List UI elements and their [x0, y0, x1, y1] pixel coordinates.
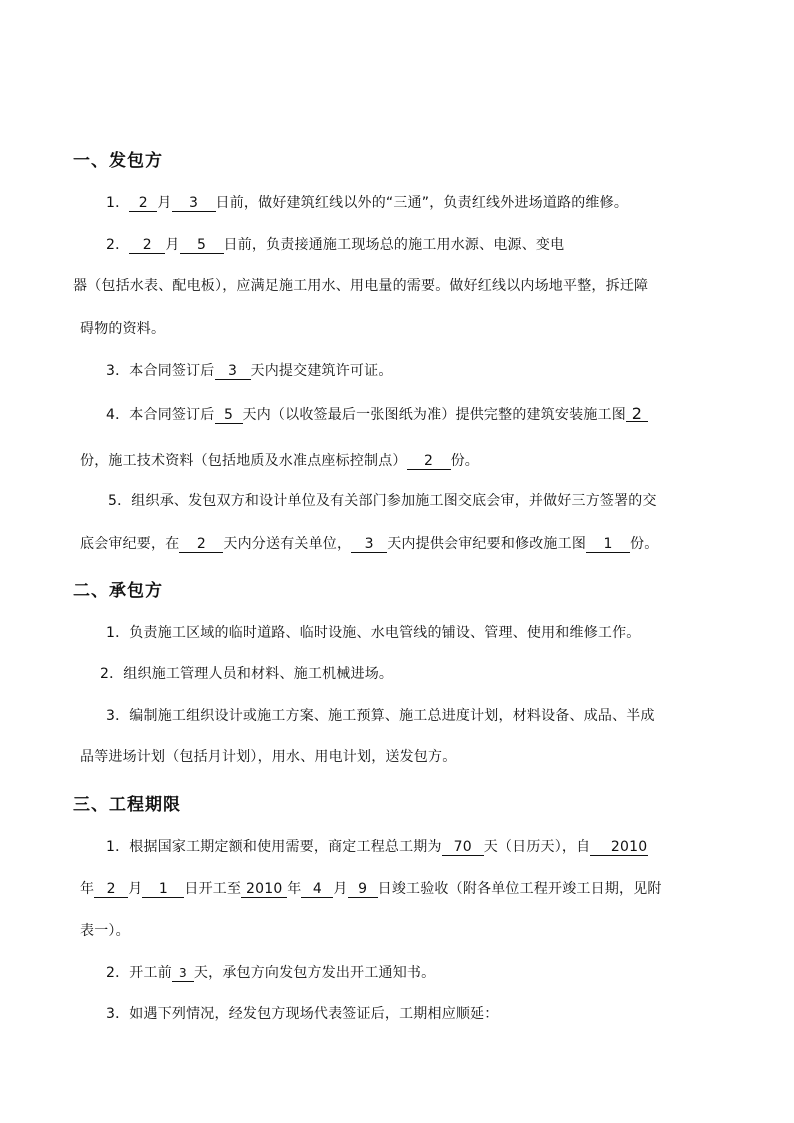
- clause-2-3: 3．编制施工组织设计或施工方案、施工预算、施工总进度计划，材料设备、成品、半成: [106, 708, 655, 724]
- blank-month: 4: [301, 882, 333, 898]
- clause-3-1-line2: 年 2 月 1 日开工至 2010 年 4 月 9 日竣工验收（附各单位工程开竣工日期，见附: [80, 881, 662, 897]
- clause-3-1-line3: 表一）。: [80, 923, 130, 939]
- clause-3-2: 2．开工前 3 天，承包方向发包方发出开工通知书。: [106, 965, 436, 981]
- section-heading-duration: 三、工程期限: [73, 795, 181, 815]
- clause-1-4-line2: 份，施工技术资料（包括地质及水准点座标控制点） 2 份。: [80, 453, 480, 469]
- blank-total-days: 70: [442, 840, 484, 856]
- clause-1-2: 2． 2 月 5 日前，负责接通施工现场总的施工用水源、电源、变电: [106, 237, 565, 253]
- blank-days: 5: [215, 408, 243, 424]
- blank-month: 2: [129, 196, 157, 212]
- blank-copies: 2: [407, 454, 451, 470]
- blank-month: 2: [94, 882, 128, 898]
- blank-day: 9: [348, 882, 378, 898]
- clause-2-3-line2: 品等进场计划（包括月计划），用水、用电计划，送发包方。: [80, 749, 457, 765]
- clause-1-2-line2: 器（包括水表、配电板），应满足施工用水、用电量的需要。做好红线以内场地平整，拆迁障: [73, 278, 649, 294]
- blank-days: 3: [351, 537, 387, 553]
- clause-3-3: 3．如遇下列情况，经发包方现场代表签证后，工期相应顺延：: [106, 1006, 499, 1022]
- section-heading-contractor: 二、承包方: [73, 581, 163, 601]
- clause-2-2: 2．组织施工管理人员和材料、施工机械进场。: [100, 666, 394, 682]
- blank-days: 3: [215, 364, 251, 380]
- blank-year: 2010: [241, 882, 287, 898]
- blank-days: 2: [179, 537, 223, 553]
- clause-1-5: 5．组织承、发包双方和设计单位及有关部门参加施工图交底会审，并做好三方签署的交: [108, 493, 657, 509]
- blank-copies: 2: [626, 406, 648, 422]
- clause-3-1: 1．根据国家工期定额和使用需要，商定工程总工期为 70 天（日历天），自 2010: [106, 839, 648, 855]
- blank-day: 5: [180, 238, 224, 254]
- clause-2-1: 1．负责施工区域的临时道路、临时设施、水电管线的铺设、管理、使用和维修工作。: [106, 625, 641, 641]
- clause-1-1: 1． 2 月 3 日前，做好建筑红线以外的“三通”，负责红线外进场道路的维修。: [106, 195, 629, 211]
- clause-1-3: 3．本合同签订后 3 天内提交建筑许可证。: [106, 363, 393, 379]
- blank-day: 3: [172, 196, 216, 212]
- blank-year: 2010: [590, 840, 648, 856]
- blank-copies: 1: [586, 537, 630, 553]
- clause-1-4: 4．本合同签订后 5 天内（以收签最后一张图纸为准）提供完整的建筑安装施工图 2: [106, 404, 648, 424]
- clause-1-2-line3: 碍物的资料。: [80, 321, 166, 337]
- clause-1-5-line2: 底会审纪要，在 2 天内分送有关单位， 3 天内提供会审纪要和修改施工图 1 份。: [80, 536, 659, 552]
- section-heading-employer: 一、发包方: [73, 151, 163, 171]
- blank-days: 3: [172, 966, 194, 982]
- blank-day: 1: [142, 882, 184, 898]
- blank-month: 2: [129, 238, 165, 254]
